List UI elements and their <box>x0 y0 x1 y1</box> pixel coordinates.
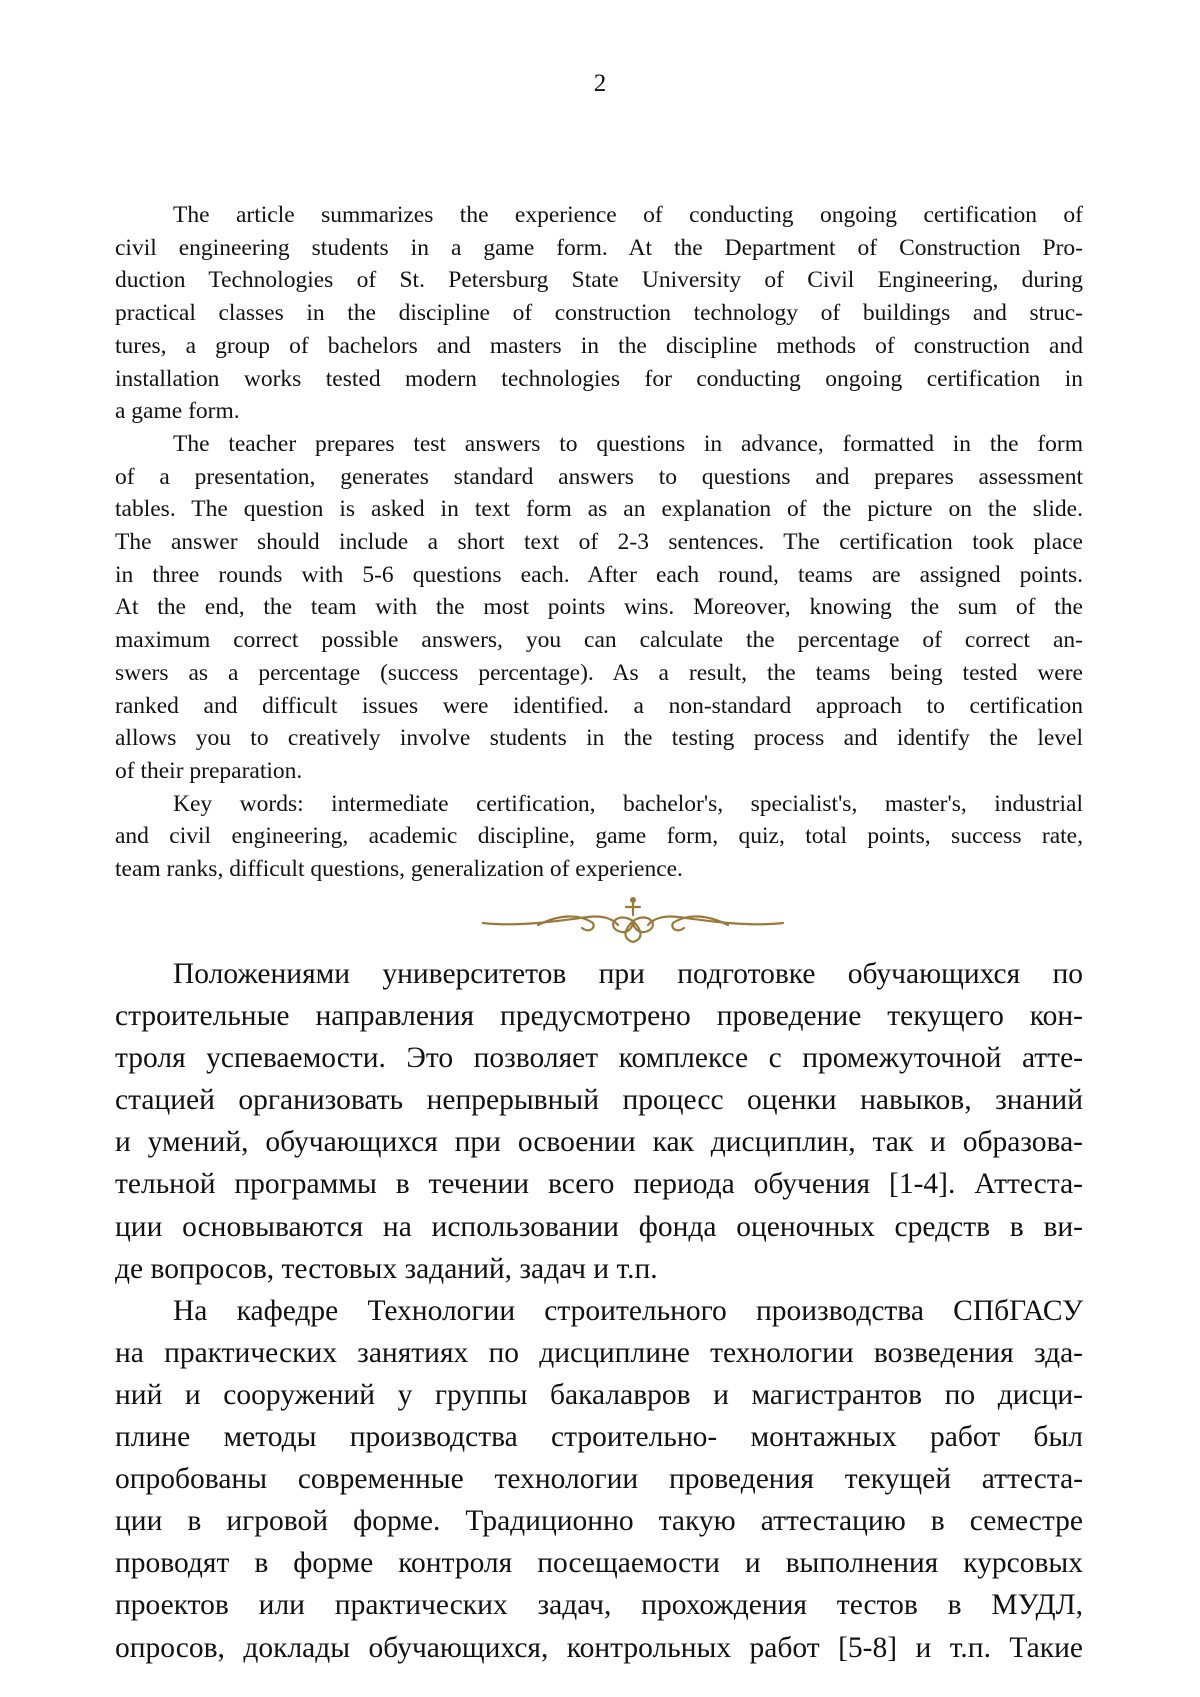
abstract-line: installation works tested modern technologies for conducting ongoing certification in <box>115 365 1083 392</box>
body-text-line: проектов или практических задач, прохождения тестов в МУДЛ, <box>115 1589 1083 1622</box>
body-text-line: На кафедре Технологии строительного производства СПбГАСУ <box>173 1294 1083 1327</box>
article-body-russian <box>115 953 1083 1669</box>
abstract-line: allows you to creatively involve students in the testing process and identify the level <box>115 725 1083 752</box>
abstract-line: ranked and difficult issues were identified. a non-standard approach to certification <box>115 692 1083 719</box>
body-text-line: и умений, обучающихся при освоении как дисциплин, так и образова- <box>115 1126 1083 1159</box>
body-text-line: стацией организовать непрерывный процесс оценки навыков, знаний <box>115 1084 1083 1117</box>
abstract-line: tures, a group of bachelors and masters in the discipline methods of construction and <box>115 332 1083 359</box>
abstract-line: Key words: intermediate certification, bachelor's, specialist's, master's, industrial <box>173 790 1083 817</box>
body-text-paragraph <box>115 953 1083 1290</box>
body-text-paragraph <box>115 1290 1083 1669</box>
body-text-line: опробованы современные технологии проведения текущей аттеста- <box>115 1463 1083 1496</box>
abstract-line: practical classes in the discipline of construction technology of buildings and struc- <box>115 300 1083 327</box>
abstract-line: team ranks, difficult questions, generalization of experience. <box>115 856 683 883</box>
abstract-line: The teacher prepares test answers to questions in advance, formatted in the form <box>173 430 1083 457</box>
body-text-line: строительные направления предусмотрено проведение текущего кон- <box>115 1000 1083 1033</box>
body-text-line: опросов, доклады обучающихся, контрольных работ [5-8] и т.п. Такие <box>115 1631 1083 1664</box>
abstract-paragraph <box>115 199 1083 428</box>
body-text-line: троля успеваемости. Это позволяет комплексе с промежуточной атте- <box>115 1042 1083 1075</box>
abstract-line: The article summarizes the experience of conducting ongoing certification of <box>173 202 1083 228</box>
body-text-line: ции в игровой форме. Традиционно такую аттестацию в семестре <box>115 1505 1083 1538</box>
body-text-line: тельной программы в течении всего периода обучения [1-4]. Аттеста- <box>115 1168 1083 1201</box>
body-text-line: плине методы производства строительно- монтажных работ был <box>115 1421 1083 1454</box>
body-text-line: проводят в форме контроля посещаемости и выполнения курсовых <box>115 1547 1083 1580</box>
abstract-line: of a presentation, generates standard answers to questions and prepares assessment <box>115 463 1083 490</box>
abstract-line: a game form. <box>115 398 240 425</box>
abstract-line: in three rounds with 5-6 questions each. After each round, teams are assigned points. <box>115 561 1083 588</box>
abstract-line: swers as a percentage (success percentage). As a result, the teams being tested were <box>115 659 1083 686</box>
body-text-line: ний и сооружений у группы бакалавров и магистрантов по дисци- <box>115 1378 1083 1411</box>
abstract-line: and civil engineering, academic discipline, game form, quiz, total points, success rate, <box>115 823 1083 850</box>
abstract-line: tables. The question is asked in text form as an explanation of the picture on the slide. <box>115 496 1083 523</box>
body-text-line: на практических занятиях по дисциплине технологии возведения зда- <box>115 1336 1083 1369</box>
abstract-line: maximum correct possible answers, you can calculate the percentage of correct an- <box>115 627 1083 654</box>
body-text-line: де вопросов, тестовых заданий, задач и т.п. <box>115 1252 658 1285</box>
abstract-line: duction Technologies of St. Petersburg State University of Civil Engineering, during <box>115 267 1083 294</box>
body-text-line: ции основываются на использовании фонда оценочных средств в ви- <box>115 1210 1083 1243</box>
abstract-line: The answer should include a short text of 2-3 sentences. The certification took place <box>115 529 1083 556</box>
abstract-line: of their preparation. <box>115 757 303 784</box>
abstract-paragraph <box>115 428 1083 788</box>
decorative-divider-ornament <box>478 895 788 945</box>
abstract-paragraph <box>115 788 1083 886</box>
abstract-line: civil engineering students in a game form. At the Department of Construction Pro- <box>115 234 1083 261</box>
abstract-line: At the end, the team with the most points wins. Moreover, knowing the sum of the <box>115 594 1083 621</box>
abstract <box>115 199 1083 886</box>
body-text-line: Положениями университетов при подготовке обучающихся по <box>173 958 1083 990</box>
page-number: 2 <box>593 70 607 97</box>
